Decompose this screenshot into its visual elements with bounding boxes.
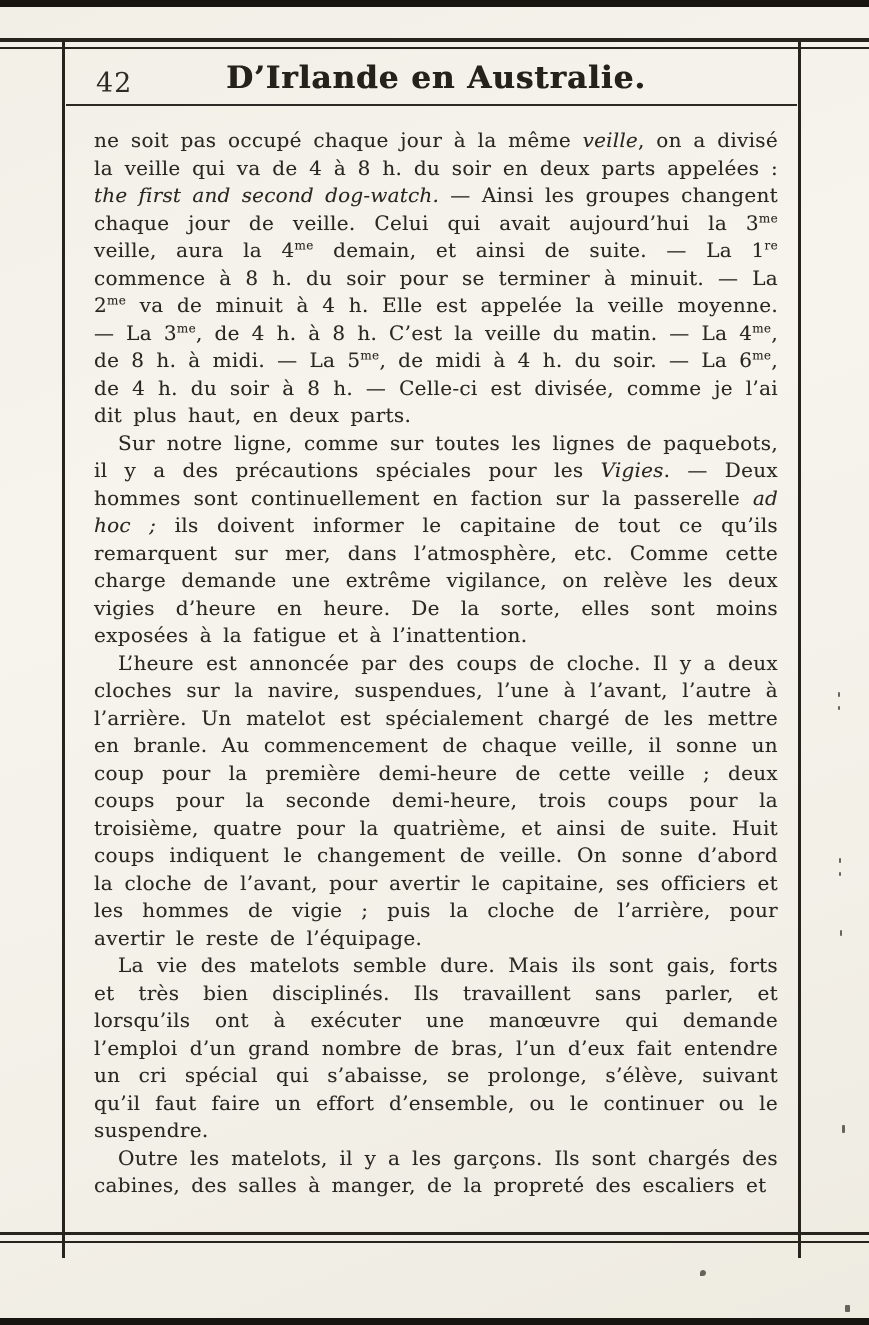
page-title: D’Irlande en Australie.: [225, 60, 646, 96]
body-text: [94, 127, 778, 1200]
text-segment: — Ainsi les groupes changent chaque jour de veille. Celui qui avait aujourd’hui la 3: [94, 183, 778, 235]
text-segment: L’heure est annoncée par des coups de cloche. Il y a deux cloches sur la navire, suspendues, l’une à l’avant, l’autre à l’arrière. Un matelot est spécialement chargé de les mettre en branle. Au commencement de chaque veille, il sonne un coup pour la première demi-heure de cette veille ; deux coups pour la seconde demi-heure, trois coups pour la troisième, quatre pour la quatrième, et ainsi de suite. Huit coups indiquent le changement de veille. On sonne d’abord la cloche de l’avant, pour avertir le capitaine, ses officiers et les hommes de vigie ; puis la cloche de l’arrière, pour avertir le reste de l’équipage.: [94, 650, 778, 950]
text-segment: La vie des matelots semble dure. Mais ils sont gais, forts et très bien disciplinés. Ils travaillent sans parler, et lorsqu’ils ont à exécuter une manœuvre qui demande l’emploi d’un grand nombre de bras, l’un d’eux fait entendre un cri spécial qui s’abaisse, se prolonge, s’élève, suivant qu’il faut faire un effort d’ensemble, ou le continuer ou le suspendre.: [94, 953, 778, 1142]
text-segment: Vigies: [600, 458, 664, 482]
scan-speck: [842, 1125, 845, 1133]
text-segment: . — Deux hommes sont continuellement en faction sur la passerelle: [94, 458, 778, 510]
text-segment: me: [752, 320, 772, 335]
text-segment: , on a divisé la veille qui va de 4 à 8 h. du soir en deux parts appelées :: [94, 128, 779, 180]
page-header: [94, 58, 778, 104]
text-segment: me: [752, 348, 772, 363]
scan-speck: [839, 872, 841, 876]
paragraph: [94, 1145, 778, 1200]
paragraph: [94, 650, 778, 953]
text-segment: Sur notre ligne, comme sur toutes les lignes de paquebots, il y a des précautions spéciales pour les: [94, 430, 778, 482]
text-segment: , de 4 h. du soir à 8 h. — Celle-ci est divisée, comme je l’ai dit plus haut, en deux parts.: [94, 348, 778, 427]
text-segment: ne soit pas occupé chaque jour à la même: [94, 128, 583, 152]
text-segment: Outre les matelots, il y a les garçons. Ils sont chargés des cabines, des salles à manger, de la propreté des escaliers et: [94, 1145, 778, 1197]
paragraph: [94, 430, 778, 650]
text-segment: demain, et ainsi de suite. — La 1: [313, 238, 765, 262]
paragraph: [94, 127, 778, 430]
scan-speck: [839, 858, 841, 863]
text-segment: me: [176, 320, 196, 335]
text-segment: va de minuit à 4 h. Elle est appelée la veille moyenne. — La 3: [94, 293, 778, 345]
text-segment: veille: [582, 128, 638, 152]
scan-speck: [838, 692, 840, 697]
text-segment: me: [360, 348, 380, 363]
scan-speck: [840, 930, 842, 936]
paragraph: [94, 952, 778, 1145]
text-segment: re: [764, 238, 778, 253]
scan-edge-top: [0, 0, 869, 7]
ornamental-rule-top: [0, 38, 869, 49]
text-segment: , de 4 h. à 8 h. C’est la veille du matin. — La 4: [196, 320, 753, 345]
text-segment: me: [107, 293, 127, 308]
text-segment: veille, aura la 4: [94, 238, 295, 262]
text-segment: ad hoc ;: [94, 485, 778, 537]
text-segment: ils doivent informer le capitaine de tout ce qu’ils remarquent sur mer, dans l’atmosphère, etc. Comme cette charge demande une extrême vigilance, on relève les deux vigies d’heure en heure. De la sorte, elles sont moins exposées à la fatigue et à l’inattention.: [94, 513, 778, 647]
text-segment: , de 8 h. à midi. — La 5: [94, 320, 778, 372]
scan-speck: [700, 1270, 706, 1276]
text-segment: me: [758, 210, 778, 225]
text-segment: me: [294, 238, 314, 253]
header-rule: [66, 104, 797, 106]
text-segment: commence à 8 h. du soir pour se terminer à minuit. — La 2: [94, 265, 778, 317]
page-number: 42: [96, 68, 133, 99]
frame-rule-right: [798, 40, 801, 1258]
frame-rule-left: [62, 40, 65, 1258]
text-segment: , de midi à 4 h. du soir. — La 6: [379, 348, 753, 372]
scan-speck: [838, 706, 840, 710]
scan-speck: [845, 1305, 850, 1312]
text-segment: the first and second dog-watch.: [94, 183, 439, 207]
scan-edge-bottom: [0, 1318, 869, 1325]
ornamental-rule-bottom: [0, 1232, 869, 1243]
